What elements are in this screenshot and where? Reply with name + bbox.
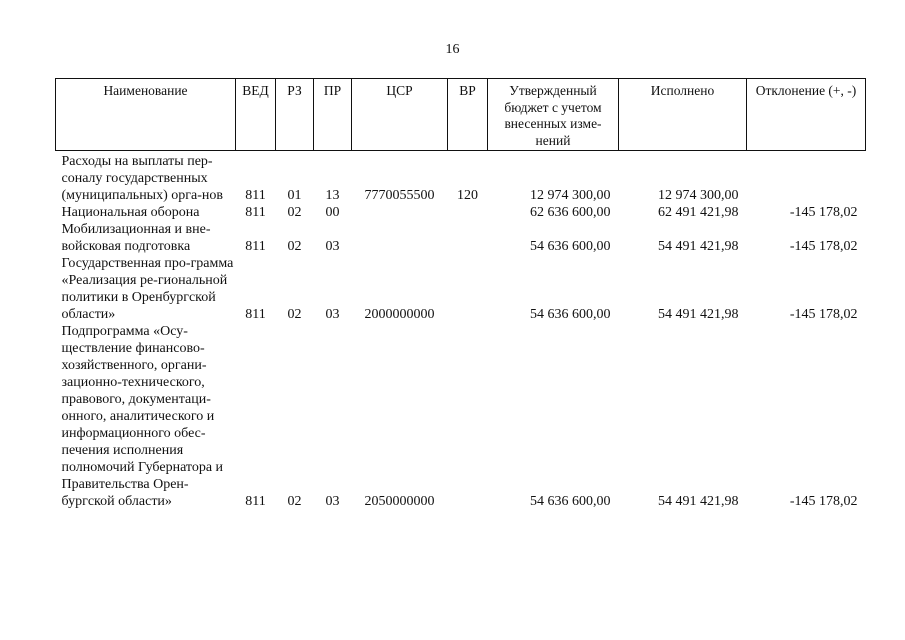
row-rz: 02 [287,239,302,254]
header-csr: ЦСР [352,79,448,151]
header-vr: ВР [448,79,488,151]
row-vr [448,323,488,510]
row-csr [352,221,448,255]
row-executed: 54 491 421,98 [658,239,739,254]
row-name: Подпрограмма «Осу-ществление финансово-хозяйственного, органи-зационно-технического, правового, документаци-онного, аналитического и информационного обес-печения исполнения полномочий Губернатора и Правительства Орен-бургской области» [61,324,224,509]
row-rz: 01 [287,188,302,203]
row-pr: 03 [325,307,340,322]
row-approved: 54 636 600,00 [530,307,611,322]
row-vr [448,204,488,221]
row-executed: 12 974 300,00 [658,188,739,203]
row-pr: 03 [325,239,340,254]
row-executed: 54 491 421,98 [658,494,739,509]
header-executed: Исполнено [619,79,747,151]
row-pr: 13 [325,188,340,203]
row-name: Расходы на выплаты пер-сонaлу государственных (муниципальных) орга-нов [61,154,223,203]
header-name: Наименование [56,79,236,151]
row-rz: 02 [287,205,302,220]
row-vr: 120 [457,188,478,203]
row-ved: 811 [245,307,266,322]
row-name: Мобилизационная и вне-войсковая подготовка [61,222,211,254]
row-csr: 7770055500 [364,188,435,203]
row-ved: 811 [245,188,266,203]
row-name: Государственная про-грамма «Реализация ре-гиональной политики в Оренбургской области» [61,256,234,322]
row-ved: 811 [245,239,266,254]
table-row [56,221,866,255]
row-executed: 62 491 421,98 [658,205,739,220]
row-rz: 02 [287,494,302,509]
row-deviation: -145 178,02 [789,205,858,220]
row-executed: 54 491 421,98 [658,307,739,322]
row-csr [352,204,448,221]
row-deviation: -145 178,02 [789,307,858,322]
table-row [56,204,866,221]
row-vr [448,221,488,255]
header-deviation: Отклонение (+, -) [747,79,866,151]
row-ved: 811 [245,494,266,509]
table-header-row [56,79,866,151]
row-name: Национальная оборона [61,205,200,220]
row-approved: 54 636 600,00 [530,239,611,254]
row-pr: 00 [325,205,340,220]
row-csr: 2050000000 [364,494,435,509]
table-row [56,151,866,205]
row-pr: 03 [325,494,340,509]
row-approved: 62 636 600,00 [530,205,611,220]
row-deviation [747,151,866,205]
row-deviation: -145 178,02 [789,239,858,254]
header-pr: ПР [314,79,352,151]
row-rz: 02 [287,307,302,322]
row-deviation: -145 178,02 [789,494,858,509]
row-approved: 12 974 300,00 [530,188,611,203]
header-ved: ВЕД [236,79,276,151]
row-csr: 2000000000 [364,307,435,322]
budget-execution-table [55,78,866,510]
table-row [56,323,866,510]
header-rz: РЗ [276,79,314,151]
table-row [56,255,866,323]
row-approved: 54 636 600,00 [530,494,611,509]
header-approved-budget: Утвержденный бюджет с учетом внесенных изме-нений [488,79,619,151]
row-ved: 811 [245,205,266,220]
page-number: 16 [445,42,460,57]
row-vr [448,255,488,323]
